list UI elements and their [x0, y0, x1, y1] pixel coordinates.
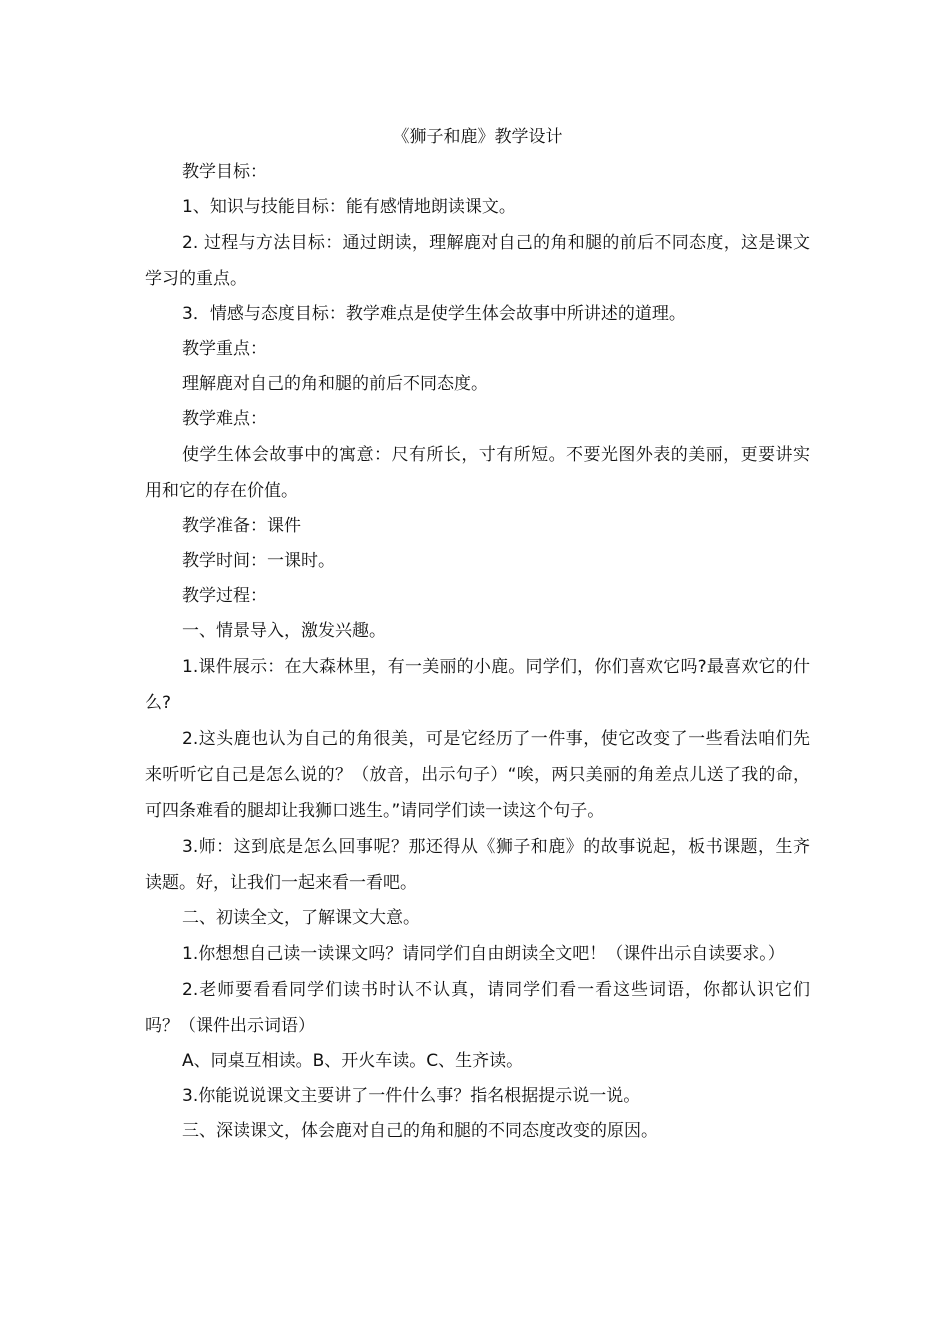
paragraph-step-2-options: A、同桌互相读。B、开火车读。C、生齐读。: [182, 1051, 524, 1071]
paragraph-step-2-3: 3.你能说说课文主要讲了一件什么事？指名根据提示说一说。: [182, 1086, 641, 1106]
paragraph-objectives-heading: 教学目标：: [182, 162, 267, 182]
paragraph-step-1-3: 3.师：这到底是怎么回事呢？那还得从《狮子和鹿》的故事说起，板书课题，生齐读题。好，让我们一起来看一看吧。: [145, 837, 810, 893]
paragraph-process-heading: 教学过程：: [182, 586, 267, 606]
paragraph-difficulties: 使学生体会故事中的寓意：尺有所长，寸有所短。不要光图外表的美丽，更要讲实用和它的存在价值。: [145, 445, 810, 501]
paragraph-difficulties-heading: 教学难点：: [182, 409, 267, 429]
paragraph-section-2: 二、初读全文，了解课文大意。: [182, 908, 420, 928]
paragraph-key-points-heading: 教学重点：: [182, 339, 267, 359]
paragraph-section-1: 一、情景导入，激发兴趣。: [182, 621, 386, 641]
paragraph-section-3: 三、深读课文，体会鹿对自己的角和腿的不同态度改变的原因。: [182, 1121, 658, 1141]
paragraph-preparation: 教学准备：课件: [182, 516, 301, 536]
paragraph-objective-1: 1、知识与技能目标：能有感情地朗读课文。: [182, 197, 516, 217]
paragraph-step-1-1: 1.课件展示：在大森林里，有一美丽的小鹿。同学们，你们喜欢它吗?最喜欢它的什么?: [145, 657, 810, 713]
paragraph-step-2-2: 2.老师要看看同学们读书时认不认真，请同学们看一看这些词语，你都认识它们吗？（课件出示词语）: [145, 980, 810, 1036]
paragraph-objective-2: 2. 过程与方法目标：通过朗读，理解鹿对自己的角和腿的前后不同态度，这是课文学习的重点。: [145, 233, 810, 289]
paragraph-step-2-1: 1.你想想自己读一读课文吗？请同学们自由朗读全文吧！（课件出示自读要求。）: [182, 944, 785, 964]
paragraph-objective-3: 3．情感与态度目标：教学难点是使学生体会故事中所讲述的道理。: [182, 304, 686, 324]
paragraph-key-points: 理解鹿对自己的角和腿的前后不同态度。: [182, 374, 488, 394]
paragraph-time: 教学时间：一课时。: [182, 551, 335, 571]
document-title: 《狮子和鹿》教学设计: [392, 127, 563, 147]
document-page: [145, 120, 810, 1149]
paragraph-step-1-2: 2.这头鹿也认为自己的角很美，可是它经历了一件事，使它改变了一些看法咱们先来听听它自己是怎么说的？（放音，出示句子）“唉，两只美丽的角差点儿送了我的命，可四条难看的腿却让我狮口逃生。”请同学们读一读这个句子。: [145, 729, 810, 821]
